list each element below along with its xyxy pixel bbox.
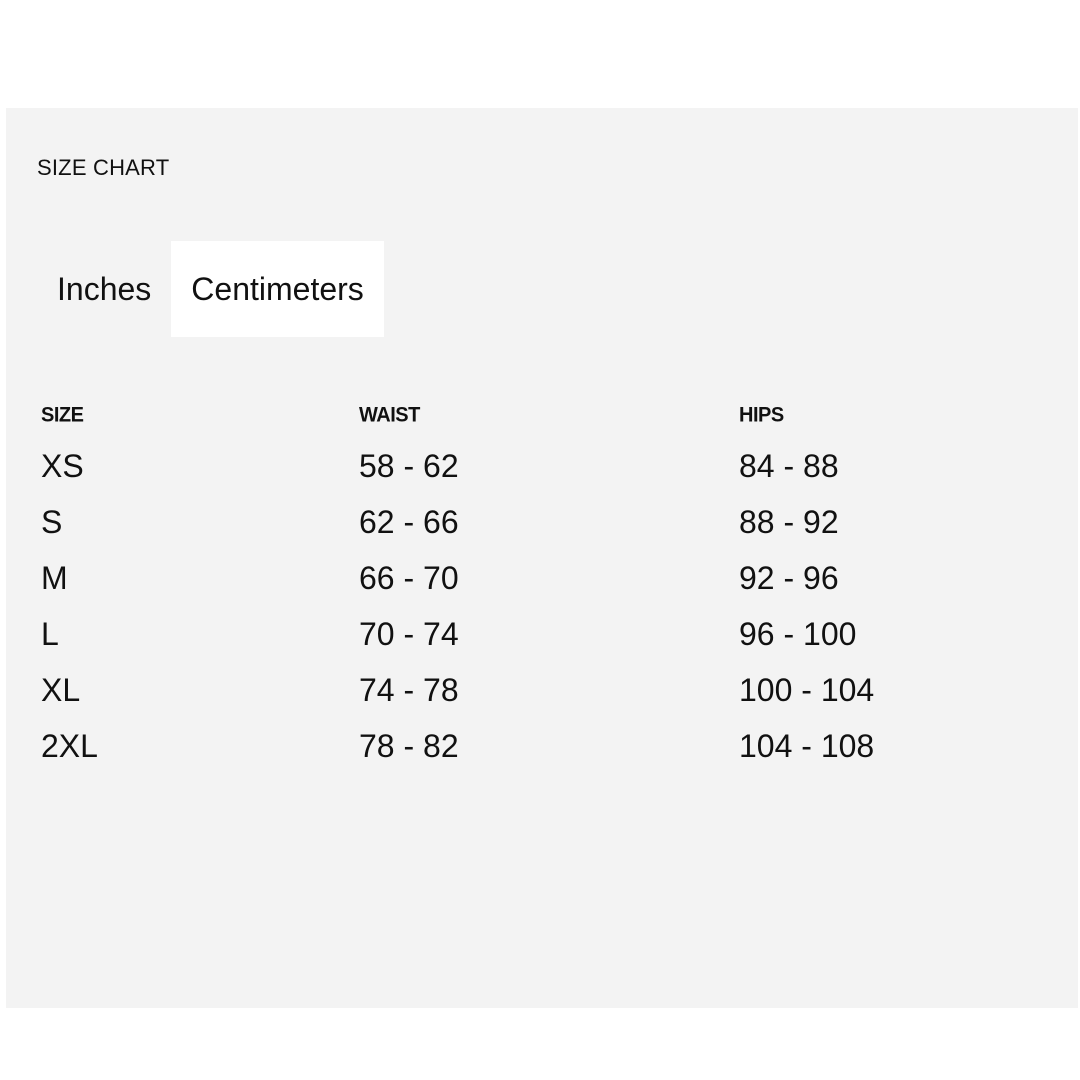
- waist-cell: 58 - 62: [359, 448, 459, 484]
- size-cell: 2XL: [41, 728, 98, 764]
- waist-cell: 62 - 66: [359, 504, 459, 540]
- table-header-row: [41, 404, 1041, 434]
- table-row: [41, 728, 1041, 788]
- column-header-hips: HIPS: [739, 403, 784, 427]
- table-row: [41, 504, 1041, 564]
- waist-cell: 70 - 74: [359, 616, 459, 652]
- hips-cell: 96 - 100: [739, 616, 857, 652]
- table-row: [41, 672, 1041, 732]
- column-header-waist: WAIST: [359, 403, 420, 427]
- table-row: [41, 448, 1041, 508]
- size-chart-panel: [6, 108, 1078, 1008]
- size-cell: XL: [41, 672, 81, 708]
- table-row: [41, 616, 1041, 676]
- table-row: [41, 560, 1041, 620]
- size-cell: M: [41, 560, 68, 596]
- size-cell: XS: [41, 448, 84, 484]
- tab-inches[interactable]: Inches: [57, 270, 152, 307]
- unit-tabs: [37, 241, 384, 337]
- hips-cell: 100 - 104: [739, 672, 875, 708]
- size-cell: S: [41, 504, 63, 540]
- size-table: [41, 404, 1041, 788]
- waist-cell: 74 - 78: [359, 672, 459, 708]
- column-header-size: SIZE: [41, 403, 84, 427]
- hips-cell: 88 - 92: [739, 504, 839, 540]
- tab-centimeters[interactable]: Centimeters: [171, 241, 384, 337]
- waist-cell: 78 - 82: [359, 728, 459, 764]
- size-cell: L: [41, 616, 59, 652]
- waist-cell: 66 - 70: [359, 560, 459, 596]
- size-chart-title: SIZE CHART: [37, 155, 170, 180]
- hips-cell: 92 - 96: [739, 560, 839, 596]
- hips-cell: 104 - 108: [739, 728, 875, 764]
- hips-cell: 84 - 88: [739, 448, 839, 484]
